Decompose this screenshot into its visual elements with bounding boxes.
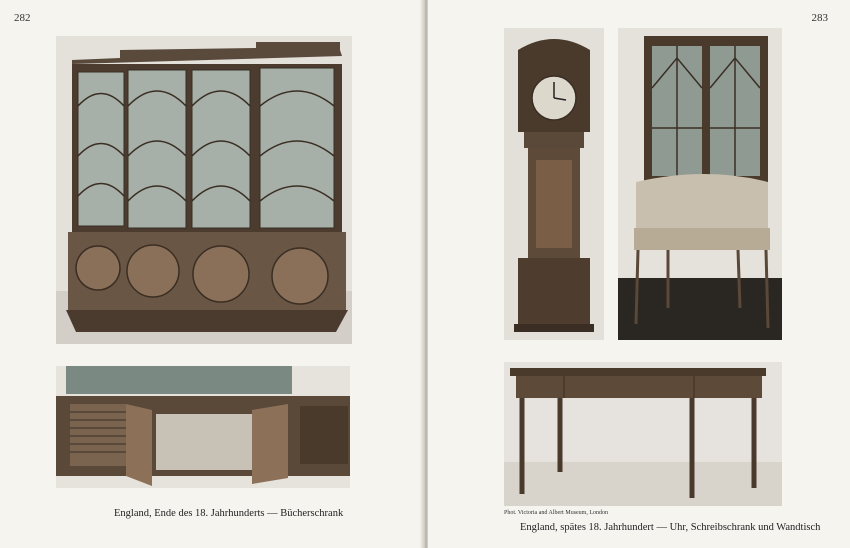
bookcase-photo bbox=[56, 36, 352, 344]
secretary-cabinet-photo bbox=[618, 28, 782, 340]
left-caption: England, Ende des 18. Jahrhunderts — Bücherschrank bbox=[114, 508, 344, 519]
bookcase-open-photo bbox=[56, 366, 350, 488]
right-page bbox=[428, 0, 850, 548]
side-table-photo bbox=[504, 362, 782, 506]
photo-credit: Phot. Victoria and Albert Museum, London bbox=[504, 510, 609, 516]
right-caption: England, spätes 18. Jahrhundert — Uhr, Schreibschrank und Wandtisch bbox=[520, 522, 821, 533]
page-number-left: 282 bbox=[14, 12, 31, 24]
longcase-clock-photo bbox=[504, 28, 604, 340]
page-number-right: 283 bbox=[811, 12, 828, 24]
left-page bbox=[0, 0, 424, 548]
